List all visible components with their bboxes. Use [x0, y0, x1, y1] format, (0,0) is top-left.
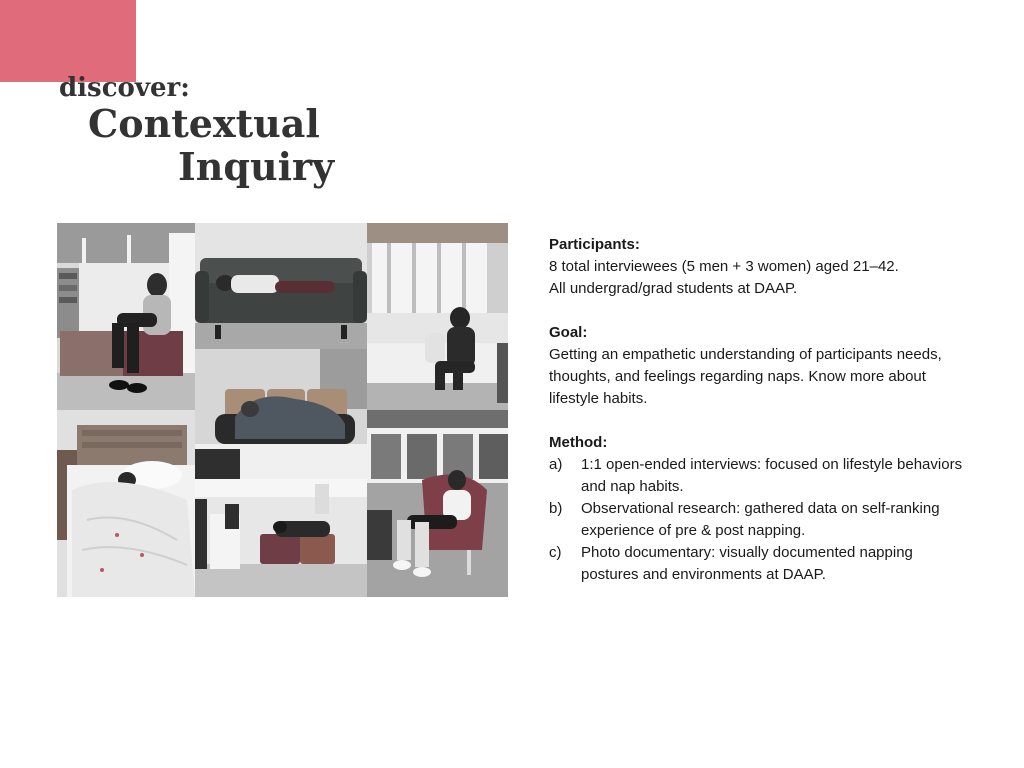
accent-block	[0, 0, 136, 82]
content-column	[549, 234, 969, 608]
method-section	[549, 432, 969, 586]
list-item	[549, 454, 969, 498]
photo-window-nook-nap	[367, 223, 508, 410]
method-item-text: Observational research: gathered data on self-ranking experience of pre & post napping.	[581, 500, 940, 539]
method-list	[549, 454, 969, 586]
page-title-line-2: Inquiry	[178, 144, 335, 189]
photo-bed-nap	[57, 410, 195, 597]
photo-room-ottoman-nap	[195, 479, 367, 597]
method-item-text: Photo documentary: visually documented napping postures and environments at DAAP.	[581, 544, 913, 583]
method-item-text: 1:1 open-ended interviews: focused on lifestyle behaviors and nap habits.	[581, 456, 963, 495]
participants-section	[549, 234, 969, 300]
photo-ottoman-nap	[57, 223, 195, 410]
method-heading: Method:	[549, 434, 608, 451]
photo-sofa-nap	[195, 223, 367, 349]
list-marker: a)	[549, 456, 563, 473]
goal-text: Getting an empathetic understanding of participants needs, thoughts, and feelings regarding naps. Know more about lifestyle habits.	[549, 346, 942, 407]
participants-line: All undergrad/grad students at DAAP.	[549, 280, 798, 297]
goal-section	[549, 322, 969, 410]
participants-line: 8 total interviewees (5 men + 3 women) aged 21–42.	[549, 258, 899, 275]
photo-lounge-chair-nap	[367, 410, 508, 597]
participants-heading: Participants:	[549, 236, 640, 253]
list-marker: b)	[549, 500, 563, 517]
list-item	[549, 498, 969, 542]
page-title-line-1: Contextual	[88, 101, 320, 146]
photo-blanket-lounge-nap	[195, 349, 367, 479]
goal-heading: Goal:	[549, 324, 588, 341]
section-kicker: discover:	[59, 73, 190, 103]
photo-collage	[57, 223, 508, 597]
list-marker: c)	[549, 544, 562, 561]
list-item	[549, 542, 969, 586]
